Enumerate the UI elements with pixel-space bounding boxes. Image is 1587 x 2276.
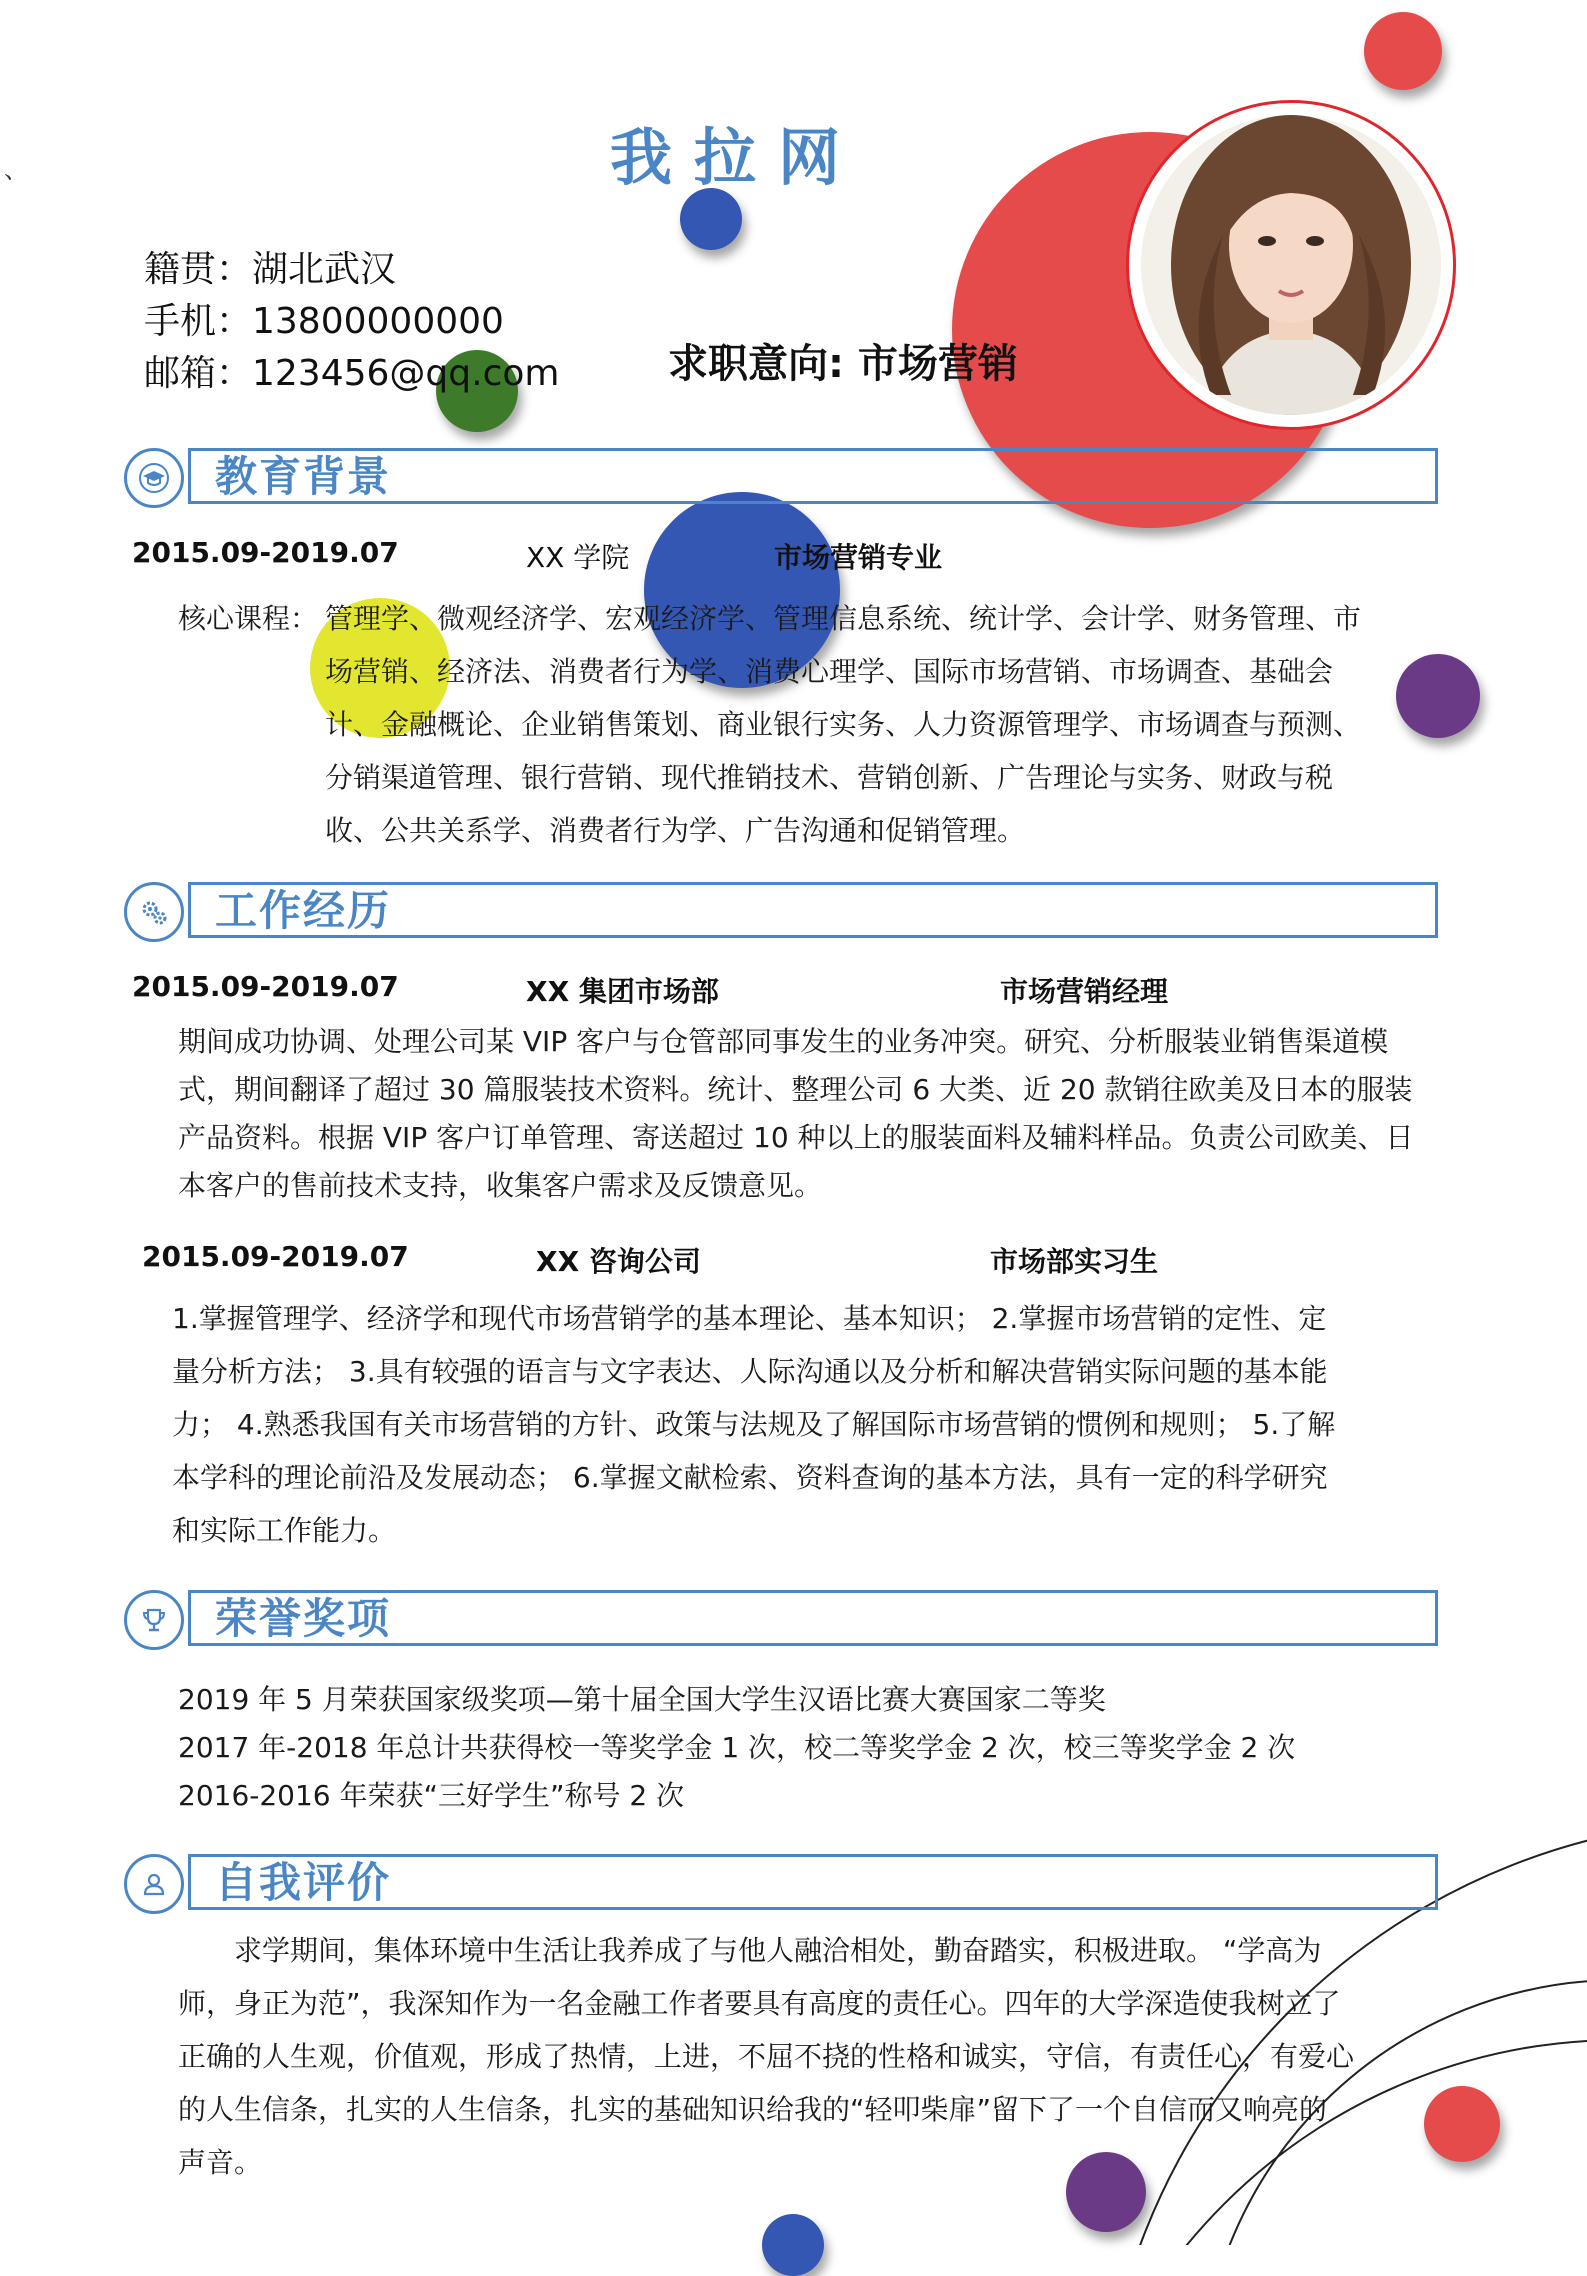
self-line: 求学期间，集体环境中生活让我养成了与他人融洽相处，勤奋踏实，积极进取。 “学高为 <box>234 1934 1322 1967</box>
self-line: 的人生信条，扎实的人生信条，扎实的基础知识给我的“轻叩柴扉”留下了一个自信而又响亮的 <box>178 2093 1328 2126</box>
honor-item: 2019 年 5 月荣获国家级奖项—第十届全国大学生汉语比赛大赛国家二等奖 <box>178 1683 1106 1716</box>
avatar <box>1126 100 1456 430</box>
job-objective: 求职意向: 市场营销 <box>668 341 1018 387</box>
honor-item: 2017 年-2018 年总计共获得校一等奖学金 1 次，校二等奖学金 2 次，校三等奖学金 2 次 <box>178 1731 1296 1764</box>
education-section-icon <box>124 448 184 508</box>
self-evaluation <box>178 1924 1448 2189</box>
job-2-position: 市场部实习生 <box>990 1245 1159 1278</box>
gears-icon <box>139 897 169 927</box>
self-section-title: 自我评价 <box>215 1858 392 1907</box>
self-section-icon <box>124 1854 184 1914</box>
phone: 手机：13800000000 <box>144 301 504 342</box>
course-line: 管理学、微观经济学、宏观经济学、管理信息系统、统计学、会计学、财务管理、市 <box>325 602 1362 635</box>
course-line: 计、金融概论、企业销售策划、商业银行实务、人力资源管理学、市场调查与预测、 <box>325 708 1362 741</box>
honors-section-icon <box>124 1590 184 1650</box>
portrait-illustration <box>1141 115 1441 415</box>
job-1-date: 2015.09-2019.07 <box>132 970 399 1003</box>
education-date: 2015.09-2019.07 <box>132 536 399 569</box>
job-2-date: 2015.09-2019.07 <box>142 1240 409 1273</box>
education-school: XX 学院 <box>526 541 630 574</box>
honors-list <box>178 1676 1438 1820</box>
education-section-title: 教育背景 <box>215 452 392 501</box>
person-icon <box>139 1869 169 1899</box>
course-list <box>325 592 1440 857</box>
self-line: 师，身正为范”，我深知作为一名金融工作者要具有高度的责任心。四年的大学深造使我树立了 <box>178 1987 1341 2020</box>
honor-item: 2016-2016 年荣获“三好学生”称号 2 次 <box>178 1779 685 1812</box>
blue-circle-bottom <box>762 2214 824 2276</box>
job-1-line: 产品资料。根据 VIP 客户订单管理、寄送超过 10 种以上的服装面料及辅料样品。负责公司欧美、日 <box>178 1121 1414 1154</box>
education-major: 市场营销专业 <box>774 541 943 574</box>
course-label: 核心课程： <box>178 602 319 635</box>
work-section-title: 工作经历 <box>215 886 392 935</box>
course-line: 收、公共关系学、消费者行为学、广告沟通和促销管理。 <box>325 814 1026 847</box>
job-1-line: 本客户的售前技术支持，收集客户需求及反馈意见。 <box>178 1169 823 1202</box>
self-section-header <box>188 1854 1438 1910</box>
job-2-line: 1.掌握管理学、经济学和现代市场营销学的基本理论、基本知识； 2.掌握市场营销的定性、定 <box>172 1302 1327 1335</box>
self-line: 声音。 <box>178 2146 263 2179</box>
trophy-icon <box>139 1605 169 1635</box>
job-2-line: 和实际工作能力。 <box>172 1514 397 1547</box>
job-2-description <box>172 1292 1442 1557</box>
job-2-line: 力； 4.熟悉我国有关市场营销的方针、政策与法规及了解国际市场营销的惯例和规则； 5.了解 <box>172 1408 1336 1441</box>
job-2-company: XX 咨询公司 <box>536 1245 701 1278</box>
honors-section-title: 荣誉奖项 <box>215 1594 392 1643</box>
self-line: 正确的人生观，价值观，形成了热情，上进，不屈不挠的性格和诚实，守信，有责任心，有爱心 <box>178 2040 1355 2073</box>
course-line: 场营销、经济法、消费者行为学、消费心理学、国际市场营销、市场调查、基础会 <box>325 655 1334 688</box>
job-1-line: 式，期间翻译了超过 30 篇服装技术资料。统计、整理公司 6 大类、近 20 款销往欧美及日本的服装 <box>178 1073 1413 1106</box>
job-1-description <box>178 1018 1448 1210</box>
job-1-company: XX 集团市场部 <box>526 975 719 1008</box>
stray-mark: 、 <box>4 156 28 184</box>
honors-section-header <box>188 1590 1438 1646</box>
email: 邮箱：123456@qq.com <box>144 353 560 394</box>
candidate-name: 我拉网 <box>609 121 862 194</box>
job-1-line: 期间成功协调、处理公司某 VIP 客户与仓管部同事发生的业务冲突。研究、分析服装业销售渠道模 <box>178 1025 1389 1058</box>
education-section-header <box>188 448 1438 504</box>
job-2-line: 本学科的理论前沿及发展动态； 6.掌握文献检索、资料查询的基本方法，具有一定的科学研究 <box>172 1461 1328 1494</box>
work-section-icon <box>124 882 184 942</box>
hometown: 籍贯：湖北武汉 <box>144 249 397 290</box>
work-section-header <box>188 882 1438 938</box>
job-1-position: 市场营销经理 <box>1000 975 1169 1008</box>
course-line: 分销渠道管理、银行营销、现代推销技术、营销创新、广告理论与实务、财政与税 <box>325 761 1334 794</box>
job-2-line: 量分析方法； 3.具有较强的语言与文字表达、人际沟通以及分析和解决营销实际问题的基本能 <box>172 1355 1328 1388</box>
graduation-cap-icon <box>139 463 169 493</box>
